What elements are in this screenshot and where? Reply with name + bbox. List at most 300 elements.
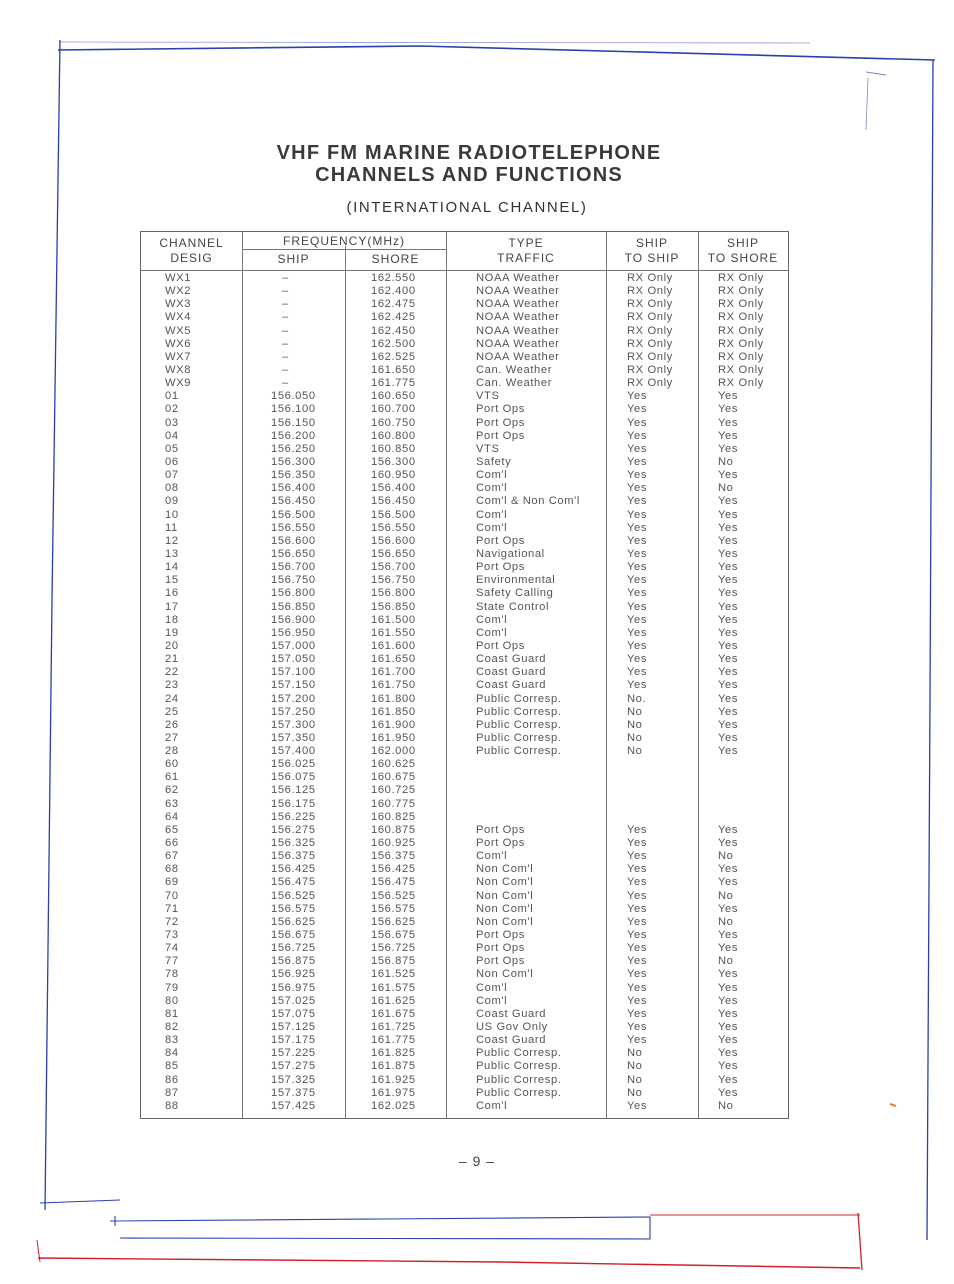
table-row [141, 1087, 788, 1100]
table-row [141, 890, 788, 903]
traffic-type-cell: Non Com'l [476, 968, 534, 981]
ship-to-shore-cell: Yes [718, 837, 739, 850]
ship-to-shore-cell: Yes [718, 902, 739, 915]
ship-to-shore-cell: Yes [718, 495, 739, 508]
table-row [141, 325, 788, 338]
traffic-type-cell: Public Corresp. [476, 1086, 562, 1099]
ship-to-shore-cell: No [718, 482, 734, 495]
channel-cell: 70 [165, 889, 179, 902]
traffic-type-cell: Public Corresp. [476, 1073, 562, 1086]
channel-cell: 82 [165, 1021, 179, 1034]
table-row [141, 811, 788, 824]
channel-cell: 81 [165, 1007, 179, 1020]
ship-freq-cell: 156.425 [271, 863, 316, 876]
channel-cell: 14 [165, 561, 179, 574]
ship-to-shore-cell: Yes [718, 508, 739, 521]
table-row [141, 1074, 788, 1087]
ship-freq-cell: 157.150 [271, 679, 316, 692]
shore-freq-cell: 162.550 [371, 272, 416, 284]
ship-freq-cell: – [282, 377, 289, 390]
table-row [141, 601, 788, 614]
page-title-line-2: CHANNELS AND FUNCTIONS [315, 164, 623, 186]
ship-to-shore-cell: RX Only [718, 272, 764, 284]
ship-to-ship-cell: RX Only [627, 298, 673, 311]
traffic-type-cell: Com'l [476, 626, 508, 639]
table-row [141, 417, 788, 430]
ship-to-ship-cell: Yes [627, 495, 648, 508]
page-number: – 9 – [458, 1153, 496, 1169]
traffic-type-cell: Safety [476, 455, 512, 468]
ship-to-ship-cell: Yes [627, 1034, 648, 1047]
table-row [141, 1034, 788, 1047]
shore-freq-cell: 160.775 [371, 797, 416, 810]
table-row [141, 535, 788, 548]
channel-cell: 66 [165, 837, 179, 850]
shore-freq-cell: 156.725 [371, 942, 416, 955]
ship-to-ship-cell: No [627, 1073, 643, 1086]
traffic-type-cell: Port Ops [476, 416, 525, 429]
table-row [141, 311, 788, 324]
ship-freq-cell: 157.300 [271, 718, 316, 731]
ship-to-shore-cell: Yes [718, 942, 739, 955]
ship-freq-cell: 157.175 [271, 1034, 316, 1047]
table-row [141, 338, 788, 351]
header-frequency: FREQUENCY(MHz) [283, 234, 405, 248]
ship-to-shore-cell: No [718, 850, 734, 863]
table-row [141, 548, 788, 561]
table-row [141, 351, 788, 364]
header-ship-to-ship [606, 236, 698, 266]
ship-to-ship-cell: Yes [627, 482, 648, 495]
table-row [141, 745, 788, 758]
shore-freq-cell: 162.400 [371, 285, 416, 298]
ship-to-shore-cell: Yes [718, 679, 739, 692]
traffic-type-cell: Non Com'l [476, 863, 534, 876]
traffic-type-cell: Com'l & Non Com'l [476, 495, 580, 508]
shore-freq-cell: 156.850 [371, 600, 416, 613]
traffic-type-cell: Coast Guard [476, 666, 547, 679]
ship-freq-cell: 157.050 [271, 653, 316, 666]
ship-to-ship-cell: Yes [627, 416, 648, 429]
ship-to-ship-cell: No. [627, 692, 647, 705]
traffic-type-cell: Coast Guard [476, 1034, 547, 1047]
channel-cell: 20 [165, 639, 179, 652]
ship-to-ship-cell: Yes [627, 915, 648, 928]
ship-to-shore-cell: Yes [718, 613, 739, 626]
pen-tick-right-2 [866, 78, 868, 130]
table-row [141, 706, 788, 719]
channel-cell: 15 [165, 574, 179, 587]
channel-cell: 74 [165, 942, 179, 955]
shore-freq-cell: 161.825 [371, 1047, 416, 1060]
channel-cell: WX6 [165, 337, 192, 350]
shore-freq-cell: 156.425 [371, 863, 416, 876]
ship-to-ship-cell: Yes [627, 639, 648, 652]
ship-freq-cell: 156.650 [271, 547, 316, 560]
traffic-type-cell: VTS [476, 442, 500, 455]
ship-freq-cell: 156.525 [271, 889, 316, 902]
ship-to-ship-cell: Yes [627, 613, 648, 626]
ship-freq-cell: 157.025 [271, 994, 316, 1007]
ship-to-ship-cell: Yes [627, 508, 648, 521]
ship-freq-cell: 156.750 [271, 574, 316, 587]
ship-to-shore-cell: Yes [718, 403, 739, 416]
ship-to-shore-cell: RX Only [718, 337, 764, 350]
ship-to-shore-cell: RX Only [718, 285, 764, 298]
ship-freq-cell: 156.625 [271, 915, 316, 928]
shore-freq-cell: 161.725 [371, 1021, 416, 1034]
ship-to-shore-cell: Yes [718, 1034, 739, 1047]
shore-freq-cell: 156.750 [371, 574, 416, 587]
ship-freq-cell: 156.900 [271, 613, 316, 626]
ship-to-ship-cell: Yes [627, 942, 648, 955]
ship-freq-cell: 156.300 [271, 455, 316, 468]
shore-freq-cell: 161.625 [371, 994, 416, 1007]
traffic-type-cell: US Gov Only [476, 1021, 548, 1034]
ship-freq-cell: 157.100 [271, 666, 316, 679]
ship-freq-cell: 156.250 [271, 442, 316, 455]
pen-line-top [58, 46, 935, 60]
ship-to-ship-cell: No [627, 745, 643, 758]
ship-to-shore-cell: Yes [718, 1060, 739, 1073]
header-channel [141, 236, 242, 266]
shore-freq-cell: 160.825 [371, 810, 416, 823]
ship-to-ship-cell: Yes [627, 534, 648, 547]
ship-to-shore-cell: Yes [718, 981, 739, 994]
ship-to-shore-cell: Yes [718, 718, 739, 731]
channel-cell: 11 [165, 521, 178, 534]
ship-to-shore-cell: Yes [718, 1073, 739, 1086]
shore-freq-cell: 161.800 [371, 692, 416, 705]
traffic-type-cell: Public Corresp. [476, 705, 562, 718]
shore-freq-cell: 161.750 [371, 679, 416, 692]
ship-freq-cell: 156.350 [271, 469, 316, 482]
ship-to-shore-cell: RX Only [718, 324, 764, 337]
ship-to-shore-cell: RX Only [718, 377, 764, 390]
ship-freq-cell: 156.725 [271, 942, 316, 955]
shore-freq-cell: 156.700 [371, 561, 416, 574]
shore-freq-cell: 156.525 [371, 889, 416, 902]
channel-cell: 23 [165, 679, 179, 692]
traffic-type-cell: Public Corresp. [476, 1060, 562, 1073]
ship-to-ship-cell: Yes [627, 981, 648, 994]
pen-line-bottom-b [110, 1217, 650, 1239]
traffic-type-cell: Com'l [476, 850, 508, 863]
shore-freq-cell: 156.650 [371, 547, 416, 560]
shore-freq-cell: 161.525 [371, 968, 416, 981]
channel-cell: 06 [165, 455, 179, 468]
ship-to-shore-cell: Yes [718, 561, 739, 574]
shore-freq-cell: 156.625 [371, 915, 416, 928]
frequency-header-divider [242, 249, 446, 250]
ship-freq-cell: 156.050 [271, 390, 316, 403]
channel-cell: 16 [165, 587, 179, 600]
shore-freq-cell: 162.425 [371, 311, 416, 324]
shore-freq-cell: 162.000 [371, 745, 416, 758]
table-row [141, 850, 788, 863]
ship-to-shore-cell: Yes [718, 587, 739, 600]
pen-line-bottom-a [40, 1200, 120, 1203]
shore-freq-cell: 162.450 [371, 324, 416, 337]
ship-freq-cell: 156.875 [271, 955, 316, 968]
channel-cell: 69 [165, 876, 179, 889]
traffic-type-cell: Port Ops [476, 942, 525, 955]
traffic-type-cell: Safety Calling [476, 587, 554, 600]
ship-to-shore-cell: RX Only [718, 350, 764, 363]
traffic-type-cell: Environmental [476, 574, 556, 587]
header-s2s-line1: SHIP [635, 236, 668, 250]
channel-cell: 63 [165, 797, 179, 810]
channel-cell: 80 [165, 994, 179, 1007]
traffic-type-cell: Com'l [476, 1099, 508, 1112]
table-row [141, 390, 788, 403]
ship-to-shore-cell: RX Only [718, 363, 764, 376]
table-row [141, 482, 788, 495]
table-row [141, 929, 788, 942]
table-row [141, 509, 788, 522]
traffic-type-cell: Non Com'l [476, 876, 534, 889]
ship-to-shore-cell: Yes [718, 968, 739, 981]
ship-to-shore-cell: Yes [718, 390, 739, 403]
traffic-type-cell: State Control [476, 600, 550, 613]
traffic-type-cell: Can. Weather [476, 363, 553, 376]
ship-to-ship-cell: Yes [627, 679, 648, 692]
ship-freq-cell: 156.200 [271, 429, 316, 442]
ship-freq-cell: 156.450 [271, 495, 316, 508]
ship-to-ship-cell: Yes [627, 1099, 648, 1112]
ship-to-ship-cell: Yes [627, 823, 648, 836]
ship-to-ship-cell: Yes [627, 902, 648, 915]
ship-freq-cell: 156.700 [271, 561, 316, 574]
ship-to-shore-cell: Yes [718, 1047, 739, 1060]
table-row [141, 758, 788, 771]
ship-to-shore-cell: Yes [718, 547, 739, 560]
ship-to-shore-cell: Yes [718, 1007, 739, 1020]
traffic-type-cell: Com'l [476, 508, 508, 521]
channel-cell: 24 [165, 692, 179, 705]
ship-to-ship-cell: RX Only [627, 311, 673, 324]
channel-cell: 04 [165, 429, 179, 442]
ship-to-shore-cell: Yes [718, 574, 739, 587]
ship-freq-cell: 156.475 [271, 876, 316, 889]
table-row [141, 995, 788, 1008]
channel-table [140, 231, 789, 1119]
table-row [141, 561, 788, 574]
channel-cell: 72 [165, 915, 179, 928]
table-row [141, 403, 788, 416]
red-pen-line-right [858, 1213, 862, 1270]
ship-to-ship-cell: Yes [627, 666, 648, 679]
shore-freq-cell: 161.975 [371, 1086, 416, 1099]
shore-freq-cell: 160.925 [371, 837, 416, 850]
shore-freq-cell: 156.400 [371, 482, 416, 495]
table-row [141, 679, 788, 692]
table-row [141, 522, 788, 535]
shore-freq-cell: 156.800 [371, 587, 416, 600]
shore-freq-cell: 156.450 [371, 495, 416, 508]
channel-cell: 64 [165, 810, 179, 823]
pen-line-top-faint [60, 42, 810, 43]
ship-freq-cell: 157.225 [271, 1047, 316, 1060]
table-row [141, 443, 788, 456]
ship-freq-cell: 157.425 [271, 1099, 316, 1112]
table-row [141, 982, 788, 995]
page-title-line-1: VHF FM MARINE RADIOTELEPHONE [276, 142, 662, 164]
channel-cell: WX1 [165, 272, 192, 284]
table-row [141, 574, 788, 587]
channel-cell: 62 [165, 784, 179, 797]
shore-freq-cell: 161.650 [371, 363, 416, 376]
page-subtitle: (INTERNATIONAL CHANNEL) [346, 199, 588, 216]
shore-freq-cell: 160.725 [371, 784, 416, 797]
traffic-type-cell: Navigational [476, 547, 545, 560]
ship-freq-cell: 156.500 [271, 508, 316, 521]
traffic-type-cell: Port Ops [476, 955, 525, 968]
traffic-type-cell: Port Ops [476, 429, 525, 442]
traffic-type-cell: NOAA Weather [476, 285, 560, 298]
traffic-type-cell: Com'l [476, 613, 508, 626]
traffic-type-cell: Can. Weather [476, 377, 553, 390]
traffic-type-cell: Non Com'l [476, 889, 534, 902]
ship-to-shore-cell: No [718, 455, 734, 468]
ship-to-shore-cell: Yes [718, 863, 739, 876]
channel-cell: 65 [165, 823, 179, 836]
header-s2sh-line1: SHIP [726, 236, 759, 250]
ship-freq-cell: 157.350 [271, 731, 316, 744]
shore-freq-cell: 160.625 [371, 758, 416, 771]
ship-freq-cell: – [282, 311, 289, 324]
shore-freq-cell: 160.850 [371, 442, 416, 455]
traffic-type-cell: Com'l [476, 981, 508, 994]
channel-cell: 71 [165, 902, 179, 915]
table-row [141, 298, 788, 311]
traffic-type-cell: Port Ops [476, 639, 525, 652]
ship-freq-cell: 156.175 [271, 797, 316, 810]
table-row [141, 1008, 788, 1021]
ship-to-shore-cell: Yes [718, 929, 739, 942]
channel-cell: 21 [165, 653, 179, 666]
table-row [141, 495, 788, 508]
traffic-type-cell: Port Ops [476, 403, 525, 416]
channel-cell: 08 [165, 482, 179, 495]
ship-freq-cell: 157.125 [271, 1021, 316, 1034]
channel-cell: 18 [165, 613, 179, 626]
ship-to-shore-cell: Yes [718, 692, 739, 705]
traffic-type-cell: Port Ops [476, 561, 525, 574]
ship-to-ship-cell: Yes [627, 876, 648, 889]
traffic-type-cell: Coast Guard [476, 1007, 547, 1020]
shore-freq-cell: 160.875 [371, 823, 416, 836]
traffic-type-cell: Com'l [476, 994, 508, 1007]
ship-to-ship-cell: Yes [627, 889, 648, 902]
shore-freq-cell: 161.700 [371, 666, 416, 679]
ship-to-ship-cell: Yes [627, 863, 648, 876]
channel-cell: 67 [165, 850, 179, 863]
header-type [446, 236, 606, 266]
ship-to-shore-cell: Yes [718, 653, 739, 666]
channel-cell: 07 [165, 469, 179, 482]
table-row [141, 824, 788, 837]
shore-freq-cell: 160.650 [371, 390, 416, 403]
ship-to-shore-cell: No [718, 955, 734, 968]
channel-cell: 19 [165, 626, 179, 639]
ship-to-ship-cell: Yes [627, 561, 648, 574]
header-ship-to-shore [698, 236, 788, 266]
table-row [141, 916, 788, 929]
traffic-type-cell: NOAA Weather [476, 298, 560, 311]
ship-to-shore-cell: No [718, 1099, 734, 1112]
ship-freq-cell: – [282, 363, 289, 376]
channel-cell: 02 [165, 403, 179, 416]
table-row [141, 798, 788, 811]
table-row [141, 640, 788, 653]
header-channel-line1: CHANNEL [159, 236, 224, 250]
ship-freq-cell: 156.125 [271, 784, 316, 797]
table-row [141, 955, 788, 968]
ship-freq-cell: 157.375 [271, 1086, 316, 1099]
shore-freq-cell: 161.775 [371, 1034, 416, 1047]
ship-to-shore-cell: Yes [718, 1086, 739, 1099]
traffic-type-cell: Non Com'l [476, 915, 534, 928]
ship-to-shore-cell: Yes [718, 731, 739, 744]
shore-freq-cell: 161.850 [371, 705, 416, 718]
ship-to-ship-cell: RX Only [627, 324, 673, 337]
ship-to-ship-cell: Yes [627, 850, 648, 863]
ship-to-shore-cell: Yes [718, 626, 739, 639]
channel-cell: WX8 [165, 363, 192, 376]
ship-freq-cell: 156.925 [271, 968, 316, 981]
table-row [141, 863, 788, 876]
table-row [141, 614, 788, 627]
shore-freq-cell: 160.950 [371, 469, 416, 482]
table-row [141, 968, 788, 981]
ship-to-shore-cell: No [718, 889, 734, 902]
table-row [141, 364, 788, 377]
channel-cell: 03 [165, 416, 179, 429]
ship-to-ship-cell: No [627, 1060, 643, 1073]
ship-to-shore-cell: Yes [718, 705, 739, 718]
ship-to-shore-cell: Yes [718, 469, 739, 482]
channel-cell: 27 [165, 731, 179, 744]
table-row [141, 653, 788, 666]
header-ship: SHIP [277, 252, 310, 266]
ship-to-shore-cell: Yes [718, 745, 739, 758]
channel-cell: 13 [165, 547, 179, 560]
shore-freq-cell: 156.550 [371, 521, 416, 534]
ship-to-shore-cell: Yes [718, 1021, 739, 1034]
traffic-type-cell: Coast Guard [476, 653, 547, 666]
traffic-type-cell: Com'l [476, 469, 508, 482]
ship-freq-cell: 156.275 [271, 823, 316, 836]
shore-freq-cell: 161.650 [371, 653, 416, 666]
table-row [141, 587, 788, 600]
shore-freq-cell: 161.550 [371, 626, 416, 639]
shore-freq-cell: 156.575 [371, 902, 416, 915]
shore-freq-cell: 162.525 [371, 350, 416, 363]
ship-to-ship-cell: RX Only [627, 272, 673, 284]
table-row [141, 693, 788, 706]
traffic-type-cell: NOAA Weather [476, 350, 560, 363]
ship-to-ship-cell: Yes [627, 469, 648, 482]
ship-to-ship-cell: Yes [627, 442, 648, 455]
ship-freq-cell: 157.250 [271, 705, 316, 718]
channel-cell: 87 [165, 1086, 179, 1099]
shore-freq-cell: 156.300 [371, 455, 416, 468]
ship-to-shore-cell: Yes [718, 429, 739, 442]
traffic-type-cell: Com'l [476, 482, 508, 495]
ship-to-ship-cell: Yes [627, 521, 648, 534]
table-row [141, 1100, 788, 1113]
